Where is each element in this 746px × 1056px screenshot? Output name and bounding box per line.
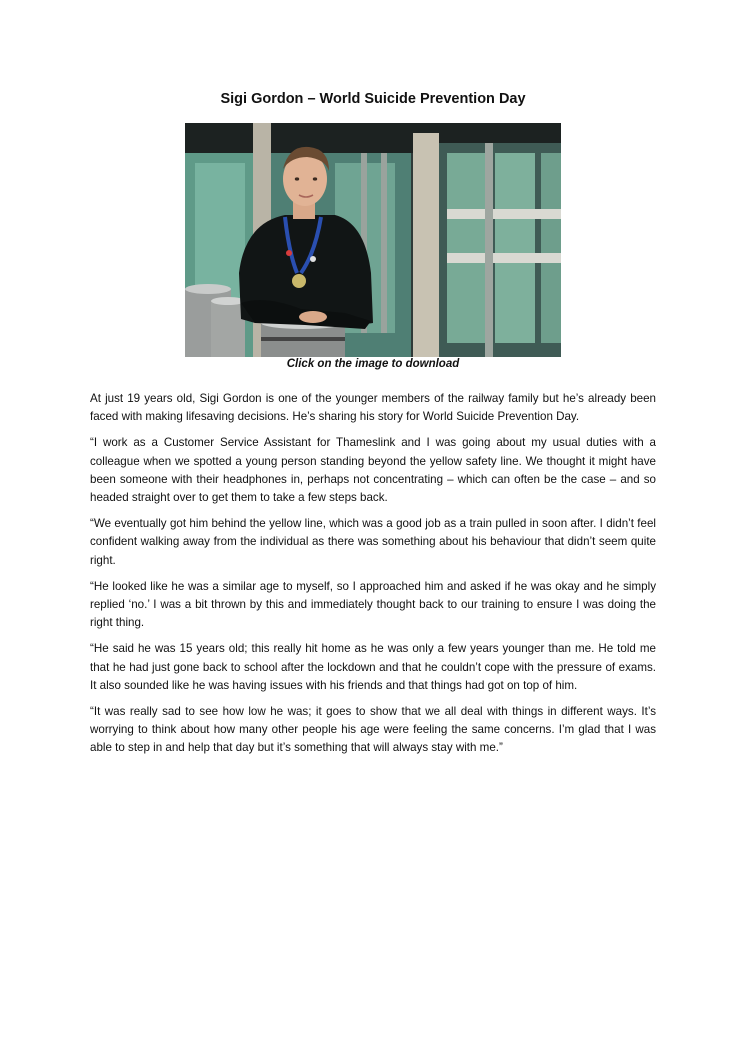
- paragraph-quote-4: “He said he was 15 years old; this really hit home as he was only a few years younger than me. He told me that he had just gone back to school after the lockdown and that he couldn’t cope with the pressure of exams. It also sounded like he was having issues with his friends and that things had got on top of him.: [90, 642, 656, 692]
- paragraph-intro: At just 19 years old, Sigi Gordon is one of the younger members of the railway family but he’s already been faced with making lifesaving decisions. He’s sharing his story for World Suicide Prevention Day.: [90, 392, 656, 424]
- paragraph-quote-2: “We eventually got him behind the yellow line, which was a good job as a train pulled in soon after. I didn’t feel confident walking away from the individual as there was something about his behaviour that didn’t seem quite right.: [90, 517, 656, 567]
- page-title: Sigi Gordon – World Suicide Prevention Day: [220, 91, 526, 107]
- article-body: [90, 390, 656, 766]
- paragraph-quote-1: “I work as a Customer Service Assistant for Thameslink and I was going about my usual duties with a colleague when we spotted a young person standing beyond the yellow safety line. We thought it might have been someone with their headphones in, perhaps not concentrating – which can often be the case – and so headed straight over to get them to take a few steps back.: [90, 436, 656, 505]
- portrait-photo[interactable]: [185, 123, 561, 357]
- paragraph-quote-3: “He looked like he was a similar age to myself, so I approached him and asked if he was okay and he simply replied ‘no.’ I was a bit thrown by this and immediately thought back to our training to ensure I was doing the right thing.: [90, 579, 656, 630]
- image-caption[interactable]: Click on the image to download: [286, 358, 460, 370]
- portrait-photo-illustration: [185, 123, 561, 357]
- paragraph-quote-5: “It was really sad to see how low he was; it goes to show that we all deal with things in different ways. It’s worrying to think about how many other people his age were feeling the same concerns. I’m glad that I was able to step in and help that day but it’s something that will always stay with me.”: [90, 705, 656, 755]
